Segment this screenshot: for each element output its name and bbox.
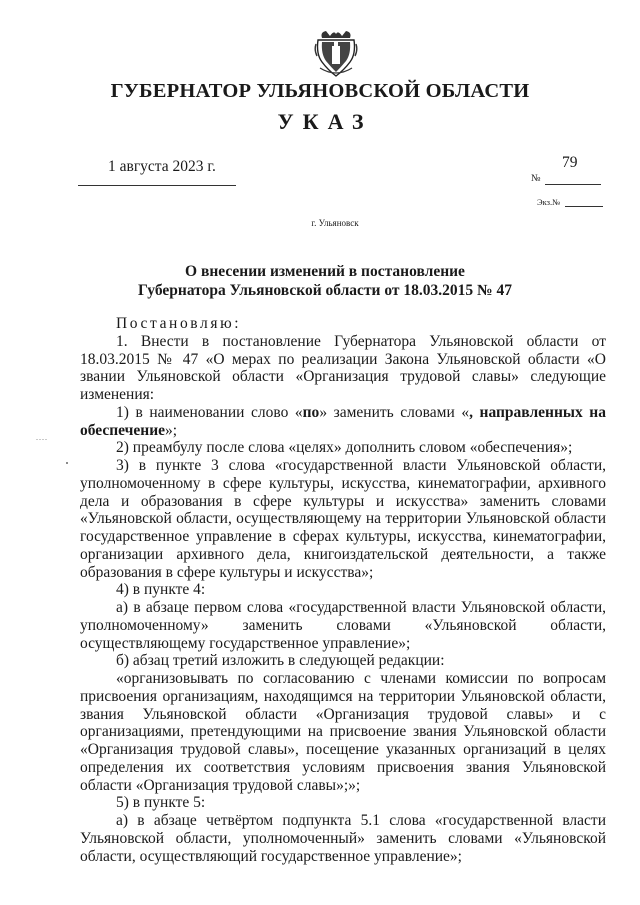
authority-title: ГУБЕРНАТОР УЛЬЯНОВСКОЙ ОБЛАСТИ xyxy=(110,80,530,102)
text-run: »; xyxy=(165,421,178,439)
body-paragraph-7: б) абзац третий изложить в следующей редакции: xyxy=(116,652,445,670)
scan-speck xyxy=(66,462,68,464)
body-paragraph-3: 2) преамбулу после слова «целях» дополнить словом «обеспечения»; xyxy=(116,439,573,457)
subject-line-2: Губернатора Ульяновской области от 18.03.2015 № 47 xyxy=(138,282,512,299)
body-paragraph-5: 4) в пункте 4: xyxy=(116,581,206,599)
body-paragraph-10: а) в абзаце четвёртом подпункта 5.1 слова «государственной власти Ульяновской области, уполномоченный» заменить словами «Ульяновской области, осуществляющий государственное управление»; xyxy=(80,812,606,865)
body-paragraph-preamble: Постановляю: xyxy=(116,315,242,332)
body-paragraph-2 xyxy=(80,404,606,440)
copy-number-underline xyxy=(565,206,603,207)
decree-number: 79 xyxy=(562,154,578,171)
number-label: № xyxy=(531,173,541,184)
body-paragraph-9: 5) в пункте 5: xyxy=(116,794,206,812)
body-paragraph-8: «организовывать по согласованию с членами комиссии по вопросам присвоения организациям, находящимся на территории Ульяновской области, звания Ульяновской области «Организация трудовой славы» и с организациями, претендующими на присвоение звания Ульяновской области «Организация трудовой славы», посещение указанных организаций в целях определения их соответствия условиям присвоения звания Ульяновской области «Организация трудовой славы»;»; xyxy=(80,670,606,794)
coat-of-arms-emblem xyxy=(314,28,358,80)
margin-mark: .... xyxy=(36,433,48,442)
bold-text-run: по xyxy=(302,403,320,421)
text-run: » заменить словами « xyxy=(319,403,470,421)
body-paragraph-1: 1. Внести в постановление Губернатора Ульяновской области от 18.03.2015 № 47 «О мерах по реализации Закона Ульяновской области «О звании Ульяновской области «Организация трудовой славы» следующие изменения: xyxy=(80,332,606,403)
decree-date: 1 августа 2023 г. xyxy=(108,158,216,175)
bold-text-run: , направленных на обеспечение xyxy=(80,403,606,439)
date-underline xyxy=(78,185,236,186)
subject-line-1: О внесении изменений в постановление xyxy=(185,263,465,280)
number-underline xyxy=(545,184,601,185)
city-name: г. Ульяновск xyxy=(311,218,359,228)
copy-number-label: Экз.№ xyxy=(537,197,561,207)
document-type-title: УКАЗ xyxy=(277,109,373,134)
decree-body xyxy=(80,315,606,865)
decree-subject xyxy=(0,262,640,300)
body-paragraph-6: а) в абзаце первом слова «государственной власти Ульяновской области, уполномоченному» заменить словами «Ульяновской области, осуществляющему государственное управление»; xyxy=(80,599,606,652)
body-paragraph-4: 3) в пункте 3 слова «государственной власти Ульяновской области, уполномоченному в сфере культуры, искусства, кинематографии, архивного дела и образования в сфере культуры и искусства» заменить словами «Ульяновской области, осуществляющему на территории Ульяновской области государственное управление в сферах культуры, искусства, кинематографии, организации архивного дела, книгоиздательской деятельности, а также образования в сфере культуры и искусства»; xyxy=(80,457,606,581)
text-run: 1) в наименовании слово « xyxy=(116,403,303,421)
